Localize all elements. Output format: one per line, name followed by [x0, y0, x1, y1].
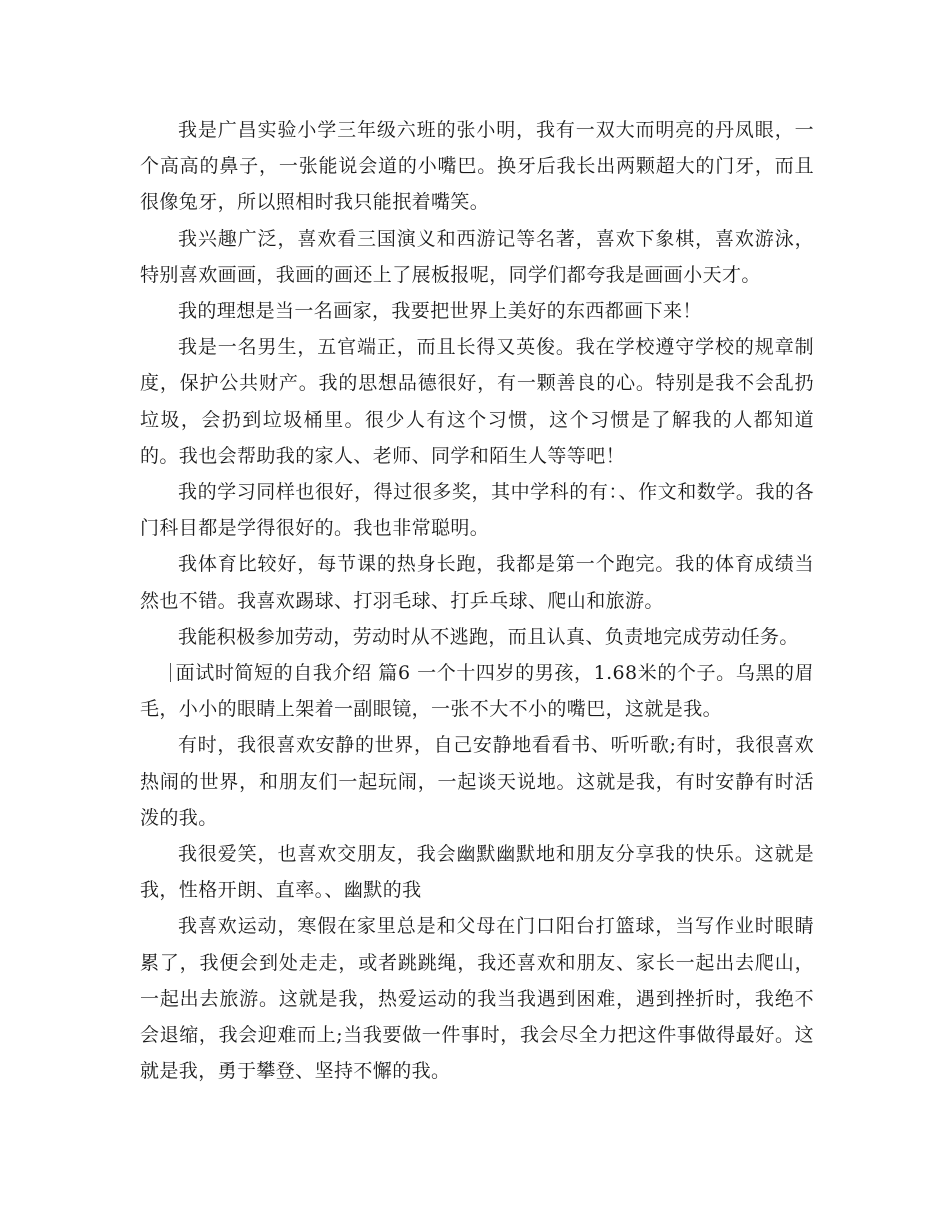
paragraph-interests: 我兴趣广泛，喜欢看三国演义和西游记等名著，喜欢下象棋，喜欢游泳，特别喜欢画画，我画的画还上了展板报呢，同学们都夸我是画画小天才。: [140, 227, 814, 286]
paragraph-study: 我的学习同样也很好，得过很多奖，其中学科的有：、作文和数学。我的各门科目都是学得很好的。我也非常聪明。: [140, 481, 814, 540]
paragraph-humor: 我很爱笑，也喜欢交朋友，我会幽默幽默地和朋友分享我的快乐。这就是我，性格开朗、直率。、幽默的我: [140, 843, 814, 902]
paragraph-intro: 我是广昌实验小学三年级六班的张小明，我有一双大而明亮的丹凤眼，一个高高的鼻子，一张能说会道的小嘴巴。换牙后我长出两颗超大的门牙，而且很像兔牙，所以照相时我只能抿着嘴笑。: [140, 119, 814, 214]
paragraph-dream: 我的理想是当一名画家，我要把世界上美好的东西都画下来！: [178, 300, 702, 323]
margin-mark: [170, 663, 171, 682]
paragraph-exercise: 我喜欢运动，寒假在家里总是和父母在门口阳台打篮球，当写作业时眼睛累了，我便会到处走走，或者跳跳绳，我还喜欢和朋友、家长一起出去爬山，一起出去旅游。这就是我，热爱运动的我当我遇到困难，遇到挫折时，我绝不会退缩，我会迎难而上;当我要做一件事时，我会尽全力把这件事做得最好。这就是我，勇于攀登、坚持不懈的我。: [140, 915, 814, 1083]
section-6-text: 面试时简短的自我介绍 篇6 一个十四岁的男孩，1.68米的个子。乌黑的眉毛，小小的眼睛上架着一副眼镜，一张不大不小的嘴巴，这就是我。: [140, 662, 814, 721]
paragraph-labor: 我能积极参加劳动，劳动时从不逃跑，而且认真、负责地完成劳动任务。: [178, 625, 799, 648]
paragraph-section-6: [140, 655, 814, 727]
paragraph-character: 我是一名男生，五官端正，而且长得又英俊。我在学校遵守学校的规章制度，保护公共财产。我的思想品德很好，有一颗善良的心。特别是我不会乱扔垃圾，会扔到垃圾桶里。很少人有这个习惯，这个习惯是了解我的人都知道的。我也会帮助我的家人、老师、同学和陌生人等等吧！: [140, 336, 814, 467]
document-body: [140, 112, 814, 1089]
paragraph-sports: 我体育比较好，每节课的热身长跑，我都是第一个跑完。我的体育成绩当然也不错。我喜欢踢球、打羽毛球、打乒乓球、爬山和旅游。: [140, 553, 814, 612]
paragraph-quiet-lively: 有时，我很喜欢安静的世界，自己安静地看看书、听听歌;有时，我很喜欢热闹的世界，和朋友们一起玩闹，一起谈天说地。这就是我，有时安静有时活泼的我。: [140, 734, 814, 829]
